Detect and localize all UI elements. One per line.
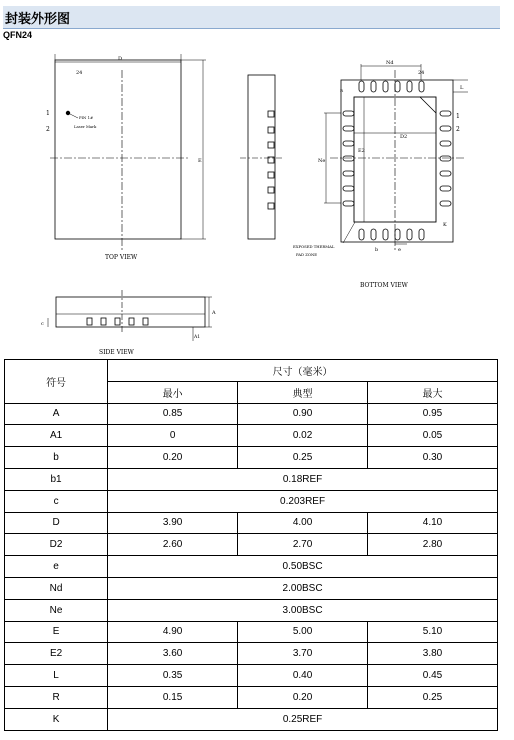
dim-D-label: D [118, 56, 123, 62]
min-value-cell: 0.35 [108, 665, 238, 687]
section-title-bar [3, 6, 500, 29]
dim-A-label: A [212, 310, 216, 316]
table-row [5, 556, 498, 578]
dims-header: 尺寸（毫米） [108, 360, 498, 382]
dim-A1-label: A1 [194, 335, 201, 340]
max-value-cell: 0.25 [368, 686, 498, 708]
value-cell: 0.203REF [108, 490, 498, 512]
table-row [5, 490, 498, 512]
package-drawing [0, 40, 514, 358]
nom-value-cell: 0.25 [238, 447, 368, 469]
table-row [5, 468, 498, 490]
nom-value-cell: 0.02 [238, 425, 368, 447]
dim-Nd-label: Nd [386, 60, 394, 66]
symbol-cell: A1 [5, 425, 108, 447]
table-row [5, 665, 498, 687]
min-value-cell: 2.60 [108, 534, 238, 556]
symbol-cell: A [5, 403, 108, 425]
dim-c-label: c [41, 321, 44, 327]
table-row [5, 425, 498, 447]
max-value-cell: 0.95 [368, 403, 498, 425]
max-value-cell: 2.80 [368, 534, 498, 556]
top-view [50, 54, 206, 250]
dim-D2-label: D2 [400, 134, 408, 140]
section-title: 封装外形图 [5, 12, 71, 27]
bottom-pin24-label: 24 [418, 70, 425, 76]
symbol-header: 符号 [5, 360, 108, 404]
nom-header: 典型 [238, 381, 368, 403]
value-cell: 0.25REF [108, 708, 498, 730]
symbol-cell: E [5, 621, 108, 643]
pin1-note-line1: PIN 1# [79, 115, 94, 120]
exposed-pad-line1: EXPOSED THERMAL [293, 244, 335, 249]
table-row [5, 512, 498, 534]
table-row [5, 621, 498, 643]
symbol-cell: L [5, 665, 108, 687]
exposed-pad-line2: PAD ZONE [296, 252, 318, 257]
min-value-cell: 0 [108, 425, 238, 447]
symbol-cell: b [5, 447, 108, 469]
min-value-cell: 4.90 [108, 621, 238, 643]
symbol-cell: e [5, 556, 108, 578]
bottom-pin1-label: 1 [456, 113, 460, 120]
max-value-cell: 0.45 [368, 665, 498, 687]
dim-R-label: R [340, 88, 344, 93]
table-row [5, 447, 498, 469]
nom-value-cell: 0.20 [238, 686, 368, 708]
nom-value-cell: 0.40 [238, 665, 368, 687]
symbol-cell: Ne [5, 599, 108, 621]
dim-L-label: L [460, 85, 464, 91]
table-row [5, 708, 498, 730]
min-value-cell: 0.15 [108, 686, 238, 708]
symbol-cell: R [5, 686, 108, 708]
table-row [5, 403, 498, 425]
max-value-cell: 5.10 [368, 621, 498, 643]
package-name: QFN24 [3, 30, 33, 40]
max-value-cell: 3.80 [368, 643, 498, 665]
symbol-cell: E2 [5, 643, 108, 665]
value-cell: 0.18REF [108, 468, 498, 490]
dim-e-label: e [398, 247, 401, 253]
table-row [5, 643, 498, 665]
nom-value-cell: 0.90 [238, 403, 368, 425]
top-pin2-label: 2 [46, 126, 50, 133]
value-cell: 3.00BSC [108, 599, 498, 621]
nom-value-cell: 3.70 [238, 643, 368, 665]
dim-Ne-label: Ne [318, 158, 326, 164]
table-row [5, 577, 498, 599]
dim-E2-label: E2 [358, 148, 365, 154]
nom-value-cell: 2.70 [238, 534, 368, 556]
edge-view [240, 75, 283, 239]
max-value-cell: 0.05 [368, 425, 498, 447]
min-value-cell: 0.20 [108, 447, 238, 469]
symbol-cell: Nd [5, 577, 108, 599]
dim-b-label: b [375, 247, 379, 253]
table-row [5, 686, 498, 708]
dimension-table [4, 359, 498, 731]
symbol-cell: D2 [5, 534, 108, 556]
symbol-cell: K [5, 708, 108, 730]
dim-K-label: K [443, 222, 447, 228]
top-pin1-label: 1 [46, 110, 50, 117]
bottom-view-caption: BOTTOM VIEW [360, 282, 408, 289]
min-value-cell: 3.60 [108, 643, 238, 665]
value-cell: 2.00BSC [108, 577, 498, 599]
pin1-note-line2: Laser Mark [74, 124, 97, 129]
symbol-cell: c [5, 490, 108, 512]
nom-value-cell: 4.00 [238, 512, 368, 534]
min-value-cell: 3.90 [108, 512, 238, 534]
max-header: 最大 [368, 381, 498, 403]
symbol-cell: D [5, 512, 108, 534]
min-value-cell: 0.85 [108, 403, 238, 425]
table-row [5, 534, 498, 556]
min-header: 最小 [108, 381, 238, 403]
max-value-cell: 4.10 [368, 512, 498, 534]
side-view-caption: SIDE VIEW [99, 349, 134, 356]
table-header-row [5, 360, 498, 382]
table-row [5, 599, 498, 621]
top-view-caption: TOP VIEW [105, 254, 138, 261]
dim-E-label: E [198, 158, 202, 164]
top-pin24-label: 24 [76, 70, 83, 76]
max-value-cell: 0.30 [368, 447, 498, 469]
symbol-cell: b1 [5, 468, 108, 490]
side-view [48, 290, 212, 341]
nom-value-cell: 5.00 [238, 621, 368, 643]
bottom-pin2-label: 2 [456, 126, 460, 133]
value-cell: 0.50BSC [108, 556, 498, 578]
